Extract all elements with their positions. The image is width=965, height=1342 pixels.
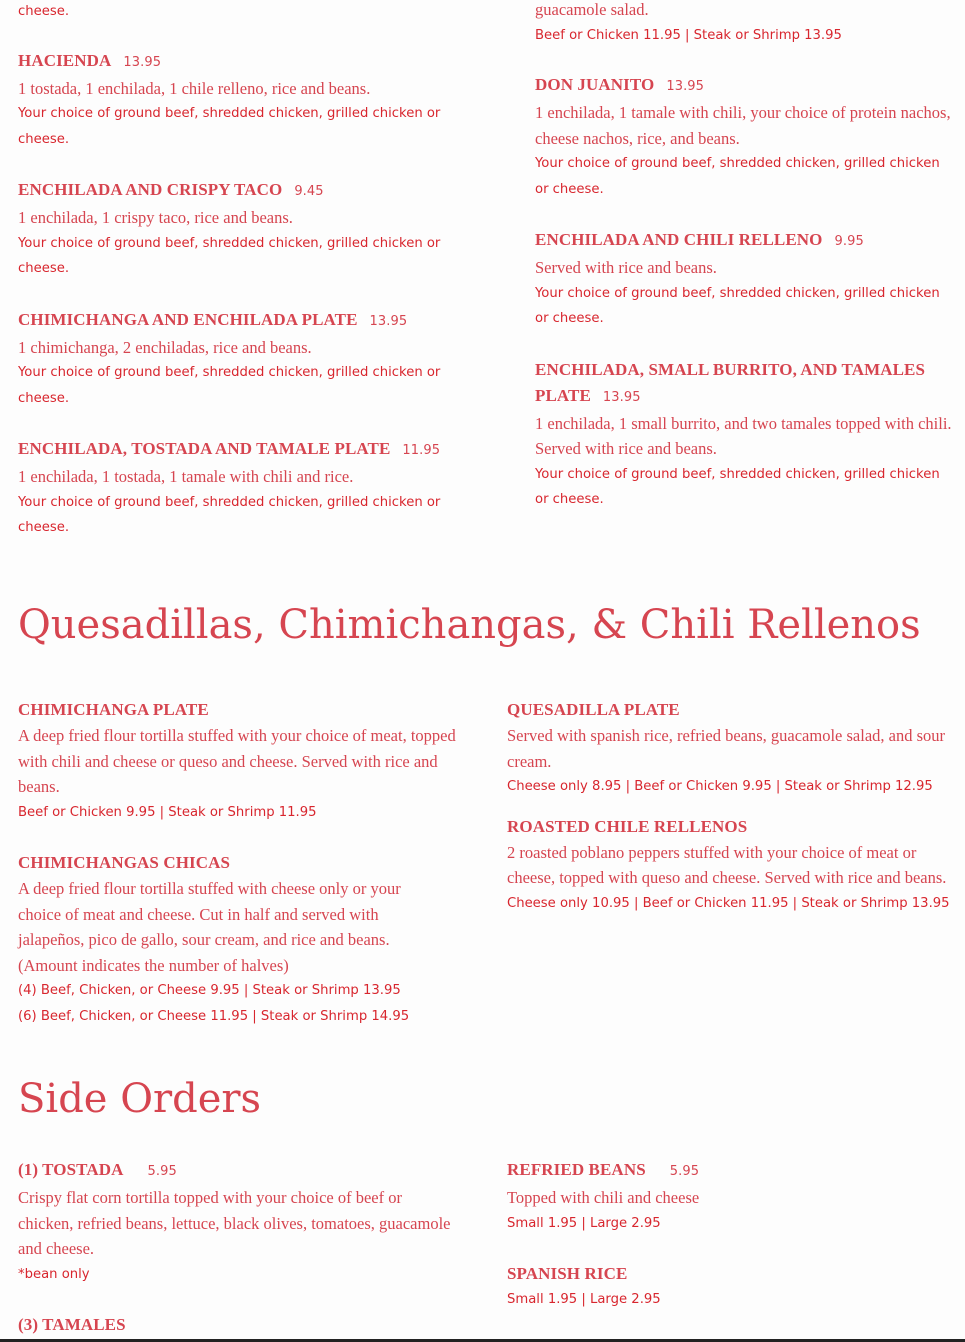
item-name: ENCHILADA, SMALL BURRITO, AND TAMALES PLATE (535, 359, 926, 405)
item-description: Served with rice and beans. (535, 258, 717, 277)
item-note: Your choice of ground beef, shredded chicken, grilled chicken or cheese. (18, 365, 441, 406)
item-price: 13.95 (602, 389, 641, 405)
menu-item-tamales (18, 1312, 458, 1338)
continuation-text: guacamole salad. (535, 0, 649, 19)
quesadillas-left-column (18, 697, 478, 1029)
item-name: CHIMICHANGA PLATE (18, 700, 209, 719)
item-description: 1 enchilada, 1 crispy taco, rice and beans. (18, 208, 293, 227)
section-title-quesadillas: Quesadillas, Chimichangas, & Chili Rellenos (18, 602, 921, 648)
item-name: ROASTED CHILE RELLENOS (507, 816, 748, 836)
item-name: REFRIED BEANS (507, 1160, 646, 1179)
menu-item-spanish-rice (507, 1261, 947, 1313)
item-description: 2 roasted poblano peppers stuffed with your choice of meat or cheese, topped with queso and cheese. Served with rice and beans. (507, 842, 947, 887)
item-note: Your choice of ground beef, shredded chicken, grilled chicken or cheese. (18, 235, 441, 276)
menu-item-enchilada-burrito-tamales-plate (535, 357, 955, 513)
item-description: 1 chimichanga, 2 enchiladas, rice and beans. (18, 337, 312, 357)
item-description: A deep fried flour tortilla stuffed with cheese only or your choice of meat and cheese. Cut in half and served with jalapeños, pico de gallo, sour cream, and rice and beans. (Amount indicates the number of halves) (18, 879, 401, 975)
item-name: SPANISH RICE (507, 1264, 628, 1283)
item-description: 1 enchilada, 1 tostada, 1 tamale with chili and rice. (18, 467, 354, 486)
item-description: 1 tostada, 1 enchilada, 1 chile relleno, rice and beans. (18, 78, 371, 98)
quesadillas-right-column (507, 697, 959, 916)
item-description: Served with spanish rice, refried beans, guacamole salad, and sour cream. (507, 726, 946, 771)
item-note: (4) Beef, Chicken, or Cheese 9.95 | Steak or Shrimp 13.95 (18, 983, 401, 998)
item-name: CHIMICHANGA AND ENCHILADA PLATE (18, 309, 358, 329)
menu-item-chimichanga-plate (18, 697, 478, 825)
menu-item-refried-beans (507, 1157, 947, 1236)
menu-item-enchilada-chili-relleno (535, 227, 955, 332)
item-price: 5.95 (669, 1164, 700, 1179)
item-note: Small 1.95 | Large 2.95 (507, 1292, 661, 1307)
item-name: (3) TAMALES (18, 1315, 126, 1334)
item-price: 9.95 (834, 234, 864, 249)
menu-item-quesadilla-plate (507, 697, 959, 800)
item-note: (6) Beef, Chicken, or Cheese 11.95 | Steak or Shrimp 14.95 (18, 1008, 410, 1024)
item-note: Your choice of ground beef, shredded chicken, grilled chicken or cheese. (535, 285, 940, 326)
menu-item-tostada (18, 1157, 458, 1287)
item-note: Cheese only 8.95 | Beef or Chicken 9.95 | Steak or Shrimp 12.95 (507, 779, 933, 794)
item-note: *bean only (18, 1266, 90, 1282)
item-name: ENCHILADA, TOSTADA AND TAMALE PLATE (18, 439, 391, 458)
item-name: QUESADILLA PLATE (507, 700, 680, 719)
item-note: Your choice of ground beef, shredded chicken, grilled chicken or cheese. (18, 106, 441, 147)
item-description: Topped with chili and cheese (507, 1188, 700, 1207)
item-note: Your choice of ground beef, shredded chicken, grilled chicken or cheese. (535, 156, 940, 197)
menu-item-roasted-chile-rellenos (507, 814, 959, 917)
menu-item-chimichanga-enchilada-plate (18, 307, 458, 412)
item-price: 11.95 (402, 443, 441, 458)
item-description: A deep fried flour tortilla stuffed with your choice of meat, topped with chili and cheese or queso and cheese. Served with rice and beans. (18, 726, 456, 796)
item-note: Your choice of ground beef, shredded chicken, grilled chicken or cheese. (18, 494, 441, 535)
item-name: ENCHILADA AND CRISPY TACO (18, 180, 283, 199)
item-price: 9.45 (294, 184, 324, 199)
item-description: Crispy flat corn tortilla topped with your choice of beef or chicken, refried beans, lettuce, black olives, tomatoes, guacamole and cheese. (18, 1188, 451, 1258)
section-title-side-orders: Side Orders (18, 1076, 262, 1122)
item-name: (1) TOSTADA (18, 1160, 124, 1179)
menu-item-don-juanito (535, 72, 955, 202)
item-note: Beef or Chicken 9.95 | Steak or Shrimp 11.95 (18, 804, 317, 820)
menu-item-chimichangas-chicas (18, 850, 478, 1029)
item-price: 13.95 (666, 79, 705, 94)
item-note: Small 1.95 | Large 2.95 (507, 1215, 661, 1231)
item-name: ENCHILADA AND CHILI RELLENO (535, 230, 823, 249)
continuation-note: Beef or Chicken 11.95 | Steak or Shrimp 13.95 (535, 27, 842, 43)
item-name: DON JUANITO (535, 75, 655, 94)
item-note: Cheese only 10.95 | Beef or Chicken 11.95 | Steak or Shrimp 13.95 (507, 895, 950, 911)
item-price: 5.95 (147, 1164, 177, 1179)
item-price: 13.95 (369, 313, 408, 329)
sides-left-column (18, 1157, 458, 1338)
item-price: 13.95 (123, 54, 162, 70)
menu-item-enchilada-tostada-tamale-plate (18, 436, 458, 541)
item-note: Your choice of ground beef, shredded chicken, grilled chicken or cheese. (535, 466, 940, 507)
top-left-column (18, 0, 458, 541)
menu-item-enchilada-crispy-taco (18, 177, 458, 282)
item-name: HACIENDA (18, 50, 112, 70)
menu-item-hacienda (18, 48, 458, 153)
top-right-column (535, 0, 955, 513)
continuation-text: cheese. (18, 4, 70, 19)
item-name: CHIMICHANGAS CHICAS (18, 853, 231, 872)
item-description: 1 enchilada, 1 small burrito, and two tamales topped with chili. Served with rice and beans. (535, 413, 952, 458)
item-description: 1 enchilada, 1 tamale with chili, your choice of protein nachos, cheese nachos, rice, and beans. (535, 103, 951, 148)
sides-right-column (507, 1157, 947, 1313)
